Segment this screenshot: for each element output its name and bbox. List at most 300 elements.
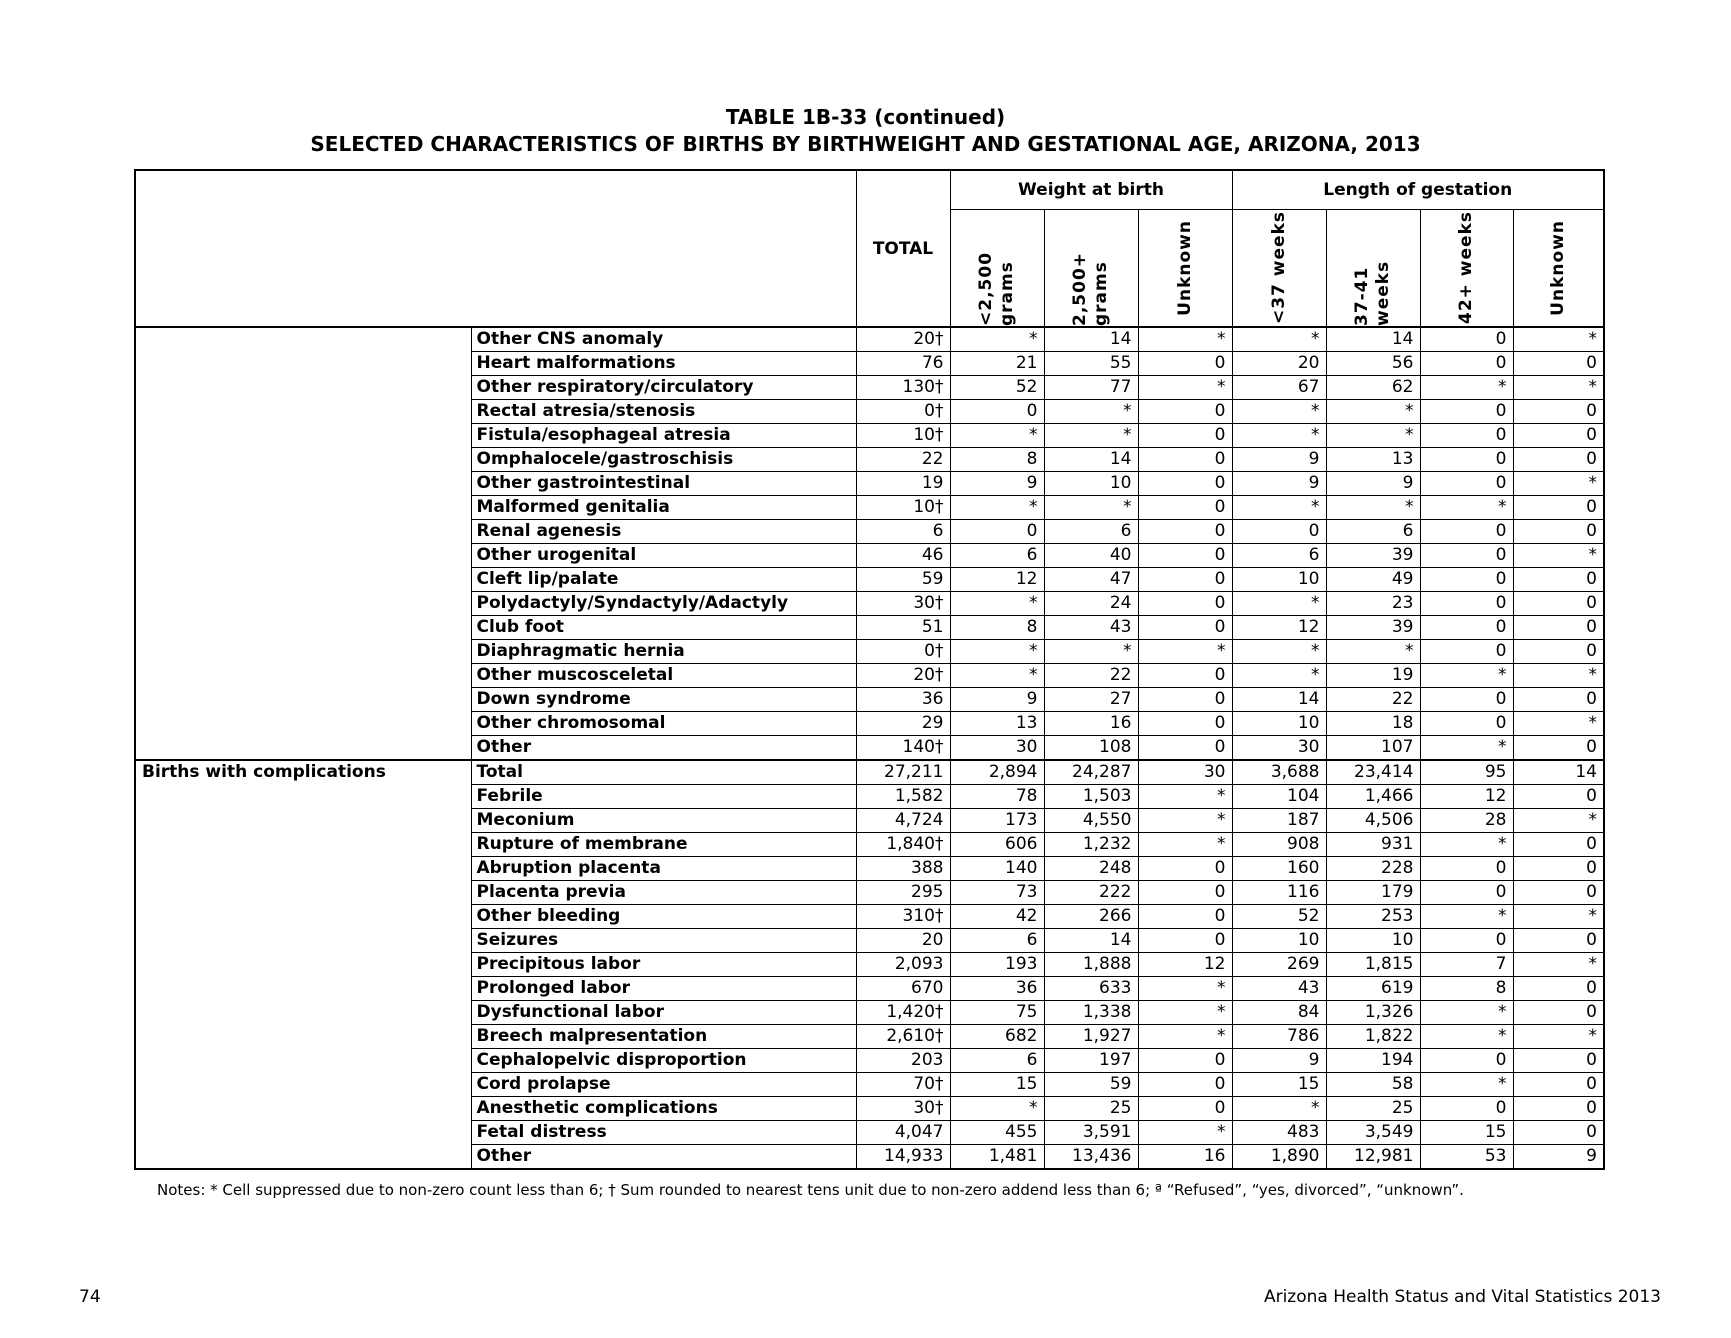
row-label: Cleft lip/palate xyxy=(471,568,856,592)
row-label: Other xyxy=(471,736,856,761)
cell-value: 0 xyxy=(1138,881,1232,905)
cell-value: 0 xyxy=(1138,568,1232,592)
cell-value: 6 xyxy=(856,520,950,544)
cell-value: 0 xyxy=(1513,785,1604,809)
row-label: Down syndrome xyxy=(471,688,856,712)
cell-value: 8 xyxy=(950,616,1044,640)
cell-value: * xyxy=(1513,809,1604,833)
section-blank xyxy=(135,327,471,760)
row-label: Other urogenital xyxy=(471,544,856,568)
cell-value: 786 xyxy=(1232,1025,1326,1049)
cell-value: * xyxy=(1326,640,1420,664)
cell-value: 0 xyxy=(1513,448,1604,472)
row-label: Other bleeding xyxy=(471,905,856,929)
cell-value: 455 xyxy=(950,1121,1044,1145)
header-weight-group: Weight at birth xyxy=(950,170,1232,210)
cell-value: 30 xyxy=(950,736,1044,761)
cell-value: * xyxy=(950,1097,1044,1121)
cell-value: 12 xyxy=(1138,953,1232,977)
cell-value: 29 xyxy=(856,712,950,736)
cell-value: 15 xyxy=(1232,1073,1326,1097)
header-total: TOTAL xyxy=(856,170,950,327)
cell-value: 310† xyxy=(856,905,950,929)
cell-value: 46 xyxy=(856,544,950,568)
row-label: Precipitous labor xyxy=(471,953,856,977)
cell-value: * xyxy=(1420,736,1513,761)
table-subtitle: SELECTED CHARACTERISTICS OF BIRTHS BY BIRTHWEIGHT AND GESTATIONAL AGE, ARIZONA, 2013 xyxy=(310,132,1421,156)
cell-value: 6 xyxy=(1044,520,1138,544)
row-label: Omphalocele/gastroschisis xyxy=(471,448,856,472)
cell-value: * xyxy=(1232,327,1326,352)
cell-value: 16 xyxy=(1044,712,1138,736)
header-gestation-unknown: Unknown xyxy=(1513,210,1604,328)
cell-value: 12 xyxy=(950,568,1044,592)
cell-value: * xyxy=(1044,640,1138,664)
row-label: Polydactyly/Syndactyly/Adactyly xyxy=(471,592,856,616)
row-label: Other gastrointestinal xyxy=(471,472,856,496)
cell-value: 1,815 xyxy=(1326,953,1420,977)
row-label: Cord prolapse xyxy=(471,1073,856,1097)
cell-value: 203 xyxy=(856,1049,950,1073)
cell-value: 0 xyxy=(1513,736,1604,761)
cell-value: 0 xyxy=(1420,881,1513,905)
table-title: TABLE 1B-33 (continued) xyxy=(725,105,1006,129)
cell-value: * xyxy=(1232,424,1326,448)
cell-value: 20† xyxy=(856,664,950,688)
cell-value: 104 xyxy=(1232,785,1326,809)
cell-value: 269 xyxy=(1232,953,1326,977)
cell-value: 0† xyxy=(856,640,950,664)
cell-value: 0 xyxy=(1420,640,1513,664)
cell-value: * xyxy=(1044,400,1138,424)
row-label: Meconium xyxy=(471,809,856,833)
cell-value: 0 xyxy=(1513,1121,1604,1145)
cell-value: 51 xyxy=(856,616,950,640)
births-table xyxy=(134,169,1605,1170)
cell-value: 0 xyxy=(1513,881,1604,905)
header-gestation-37-41: 37-41 weeks xyxy=(1326,210,1420,328)
cell-value: 3,549 xyxy=(1326,1121,1420,1145)
row-label: Rupture of membrane xyxy=(471,833,856,857)
cell-value: * xyxy=(1138,1121,1232,1145)
row-label: Total xyxy=(471,760,856,785)
cell-value: * xyxy=(1326,496,1420,520)
cell-value: 18 xyxy=(1326,712,1420,736)
cell-value: 22 xyxy=(1326,688,1420,712)
cell-value: 0 xyxy=(1138,905,1232,929)
cell-value: * xyxy=(1513,327,1604,352)
cell-value: 59 xyxy=(856,568,950,592)
cell-value: * xyxy=(1420,1001,1513,1025)
cell-value: * xyxy=(950,496,1044,520)
cell-value: * xyxy=(1044,424,1138,448)
cell-value: 52 xyxy=(950,376,1044,400)
table-row xyxy=(135,760,1604,785)
cell-value: 21 xyxy=(950,352,1044,376)
cell-value: 12,981 xyxy=(1326,1145,1420,1170)
cell-value: 43 xyxy=(1044,616,1138,640)
cell-value: 24 xyxy=(1044,592,1138,616)
cell-value: 12 xyxy=(1420,785,1513,809)
cell-value: 0 xyxy=(1513,520,1604,544)
cell-value: 9 xyxy=(950,688,1044,712)
cell-value: * xyxy=(1420,496,1513,520)
cell-value: 187 xyxy=(1232,809,1326,833)
cell-value: 6 xyxy=(950,929,1044,953)
cell-value: 6 xyxy=(1326,520,1420,544)
cell-value: 0 xyxy=(1138,544,1232,568)
cell-value: 0 xyxy=(1513,616,1604,640)
cell-value: 14 xyxy=(1232,688,1326,712)
row-label: Diaphragmatic hernia xyxy=(471,640,856,664)
cell-value: 633 xyxy=(1044,977,1138,1001)
row-label: Placenta previa xyxy=(471,881,856,905)
cell-value: 9 xyxy=(1232,1049,1326,1073)
table-notes: Notes: * Cell suppressed due to non-zero count less than 6; † Sum rounded to nearest tens unit due to non-zero addend less than 6; ª “Refused”, “yes, divorced”, “unknown”. xyxy=(157,1181,1464,1199)
cell-value: 76 xyxy=(856,352,950,376)
cell-value: 0 xyxy=(1232,520,1326,544)
cell-value: * xyxy=(1138,977,1232,1001)
cell-value: 0 xyxy=(1138,688,1232,712)
cell-value: 14,933 xyxy=(856,1145,950,1170)
row-label: Other xyxy=(471,1145,856,1170)
cell-value: 43 xyxy=(1232,977,1326,1001)
cell-value: 67 xyxy=(1232,376,1326,400)
cell-value: 228 xyxy=(1326,857,1420,881)
cell-value: 53 xyxy=(1420,1145,1513,1170)
cell-value: * xyxy=(950,424,1044,448)
section-label-complications: Births with complications xyxy=(135,760,471,1169)
cell-value: 56 xyxy=(1326,352,1420,376)
cell-value: 10† xyxy=(856,424,950,448)
cell-value: 197 xyxy=(1044,1049,1138,1073)
cell-value: 19 xyxy=(856,472,950,496)
cell-value: 0 xyxy=(1420,568,1513,592)
cell-value: 70† xyxy=(856,1073,950,1097)
header-gestation-under-37: <37 weeks xyxy=(1232,210,1326,328)
row-label: Cephalopelvic disproportion xyxy=(471,1049,856,1073)
cell-value: 4,550 xyxy=(1044,809,1138,833)
cell-value: 0 xyxy=(1138,1097,1232,1121)
cell-value: 0 xyxy=(1138,1073,1232,1097)
cell-value: 0† xyxy=(856,400,950,424)
row-label: Fistula/esophageal atresia xyxy=(471,424,856,448)
cell-value: 8 xyxy=(1420,977,1513,1001)
cell-value: 140 xyxy=(950,857,1044,881)
row-label: Malformed genitalia xyxy=(471,496,856,520)
row-label: Prolonged labor xyxy=(471,977,856,1001)
cell-value: * xyxy=(1138,1001,1232,1025)
page-number: 74 xyxy=(79,1287,101,1307)
cell-value: 75 xyxy=(950,1001,1044,1025)
cell-value: 483 xyxy=(1232,1121,1326,1145)
cell-value: * xyxy=(1138,1025,1232,1049)
cell-value: * xyxy=(1513,472,1604,496)
cell-value: * xyxy=(1232,496,1326,520)
cell-value: 0 xyxy=(1420,448,1513,472)
row-label: Febrile xyxy=(471,785,856,809)
cell-value: 36 xyxy=(950,977,1044,1001)
row-label: Anesthetic complications xyxy=(471,1097,856,1121)
cell-value: 0 xyxy=(1138,400,1232,424)
cell-value: 0 xyxy=(1513,1049,1604,1073)
cell-value: 10 xyxy=(1326,929,1420,953)
row-label: Other respiratory/circulatory xyxy=(471,376,856,400)
row-label: Breech malpresentation xyxy=(471,1025,856,1049)
cell-value: 0 xyxy=(1138,929,1232,953)
cell-value: 253 xyxy=(1326,905,1420,929)
cell-value: 49 xyxy=(1326,568,1420,592)
cell-value: 1,582 xyxy=(856,785,950,809)
cell-value: * xyxy=(1044,496,1138,520)
cell-value: 3,591 xyxy=(1044,1121,1138,1145)
cell-value: * xyxy=(1513,664,1604,688)
cell-value: 13 xyxy=(1326,448,1420,472)
cell-value: 1,890 xyxy=(1232,1145,1326,1170)
cell-value: 78 xyxy=(950,785,1044,809)
cell-value: 194 xyxy=(1326,1049,1420,1073)
cell-value: 20 xyxy=(856,929,950,953)
header-gestation-group: Length of gestation xyxy=(1232,170,1604,210)
row-label: Heart malformations xyxy=(471,352,856,376)
cell-value: 27,211 xyxy=(856,760,950,785)
cell-value: 14 xyxy=(1044,327,1138,352)
cell-value: 16 xyxy=(1138,1145,1232,1170)
cell-value: 28 xyxy=(1420,809,1513,833)
cell-value: 179 xyxy=(1326,881,1420,905)
cell-value: 0 xyxy=(1420,1097,1513,1121)
row-label: Abruption placenta xyxy=(471,857,856,881)
cell-value: 42 xyxy=(950,905,1044,929)
cell-value: 4,724 xyxy=(856,809,950,833)
cell-value: 0 xyxy=(1420,616,1513,640)
cell-value: 0 xyxy=(1513,929,1604,953)
cell-value: 1,481 xyxy=(950,1145,1044,1170)
cell-value: 15 xyxy=(1420,1121,1513,1145)
row-label: Rectal atresia/stenosis xyxy=(471,400,856,424)
cell-value: 12 xyxy=(1232,616,1326,640)
cell-value: * xyxy=(1513,905,1604,929)
cell-value: * xyxy=(1513,376,1604,400)
cell-value: 6 xyxy=(950,544,1044,568)
cell-value: 3,688 xyxy=(1232,760,1326,785)
cell-value: 160 xyxy=(1232,857,1326,881)
cell-value: 84 xyxy=(1232,1001,1326,1025)
cell-value: * xyxy=(1513,1025,1604,1049)
cell-value: 0 xyxy=(1138,616,1232,640)
cell-value: 30† xyxy=(856,592,950,616)
cell-value: 0 xyxy=(1138,496,1232,520)
cell-value: 14 xyxy=(1044,929,1138,953)
cell-value: 0 xyxy=(1513,352,1604,376)
cell-value: 116 xyxy=(1232,881,1326,905)
cell-value: 130† xyxy=(856,376,950,400)
header-weight-unknown: Unknown xyxy=(1138,210,1232,328)
cell-value: * xyxy=(1232,400,1326,424)
cell-value: * xyxy=(950,640,1044,664)
cell-value: 77 xyxy=(1044,376,1138,400)
header-weight-under-2500: <2,500 grams xyxy=(950,210,1044,328)
cell-value: 0 xyxy=(1138,472,1232,496)
cell-value: 193 xyxy=(950,953,1044,977)
cell-value: 9 xyxy=(1513,1145,1604,1170)
cell-value: * xyxy=(1232,640,1326,664)
cell-value: 0 xyxy=(1420,857,1513,881)
cell-value: 0 xyxy=(1420,1049,1513,1073)
cell-value: 19 xyxy=(1326,664,1420,688)
cell-value: 1,420† xyxy=(856,1001,950,1025)
cell-value: 0 xyxy=(1420,520,1513,544)
cell-value: 606 xyxy=(950,833,1044,857)
cell-value: * xyxy=(1420,1073,1513,1097)
cell-value: 10 xyxy=(1232,712,1326,736)
cell-value: 24,287 xyxy=(1044,760,1138,785)
cell-value: * xyxy=(1420,905,1513,929)
row-label: Other muscosceletal xyxy=(471,664,856,688)
row-label: Club foot xyxy=(471,616,856,640)
cell-value: 0 xyxy=(1138,448,1232,472)
cell-value: * xyxy=(1326,400,1420,424)
cell-value: 0 xyxy=(1138,712,1232,736)
cell-value: 23,414 xyxy=(1326,760,1420,785)
cell-value: * xyxy=(1420,833,1513,857)
cell-value: 2,093 xyxy=(856,953,950,977)
cell-value: 0 xyxy=(1138,857,1232,881)
row-label: Other CNS anomaly xyxy=(471,327,856,352)
row-label: Dysfunctional labor xyxy=(471,1001,856,1025)
cell-value: 7 xyxy=(1420,953,1513,977)
cell-value: 107 xyxy=(1326,736,1420,761)
header-blank xyxy=(135,170,856,327)
cell-value: 0 xyxy=(1420,592,1513,616)
cell-value: 4,047 xyxy=(856,1121,950,1145)
cell-value: 10† xyxy=(856,496,950,520)
cell-value: 0 xyxy=(1513,857,1604,881)
cell-value: 22 xyxy=(1044,664,1138,688)
cell-value: 0 xyxy=(1513,977,1604,1001)
cell-value: 9 xyxy=(1326,472,1420,496)
cell-value: 0 xyxy=(1513,688,1604,712)
cell-value: 0 xyxy=(1138,1049,1232,1073)
cell-value: 2,610† xyxy=(856,1025,950,1049)
cell-value: 6 xyxy=(1232,544,1326,568)
cell-value: 15 xyxy=(950,1073,1044,1097)
cell-value: * xyxy=(1138,376,1232,400)
cell-value: 30† xyxy=(856,1097,950,1121)
cell-value: * xyxy=(1420,1025,1513,1049)
cell-value: * xyxy=(1138,809,1232,833)
cell-value: 1,326 xyxy=(1326,1001,1420,1025)
cell-value: 58 xyxy=(1326,1073,1420,1097)
cell-value: 173 xyxy=(950,809,1044,833)
cell-value: 0 xyxy=(1138,592,1232,616)
row-label: Seizures xyxy=(471,929,856,953)
row-label: Fetal distress xyxy=(471,1121,856,1145)
cell-value: 30 xyxy=(1138,760,1232,785)
cell-value: 0 xyxy=(950,400,1044,424)
cell-value: 248 xyxy=(1044,857,1138,881)
cell-value: 1,338 xyxy=(1044,1001,1138,1025)
cell-value: 0 xyxy=(1420,712,1513,736)
cell-value: 30 xyxy=(1232,736,1326,761)
cell-value: 0 xyxy=(1138,664,1232,688)
cell-value: 0 xyxy=(1513,568,1604,592)
cell-value: 2,894 xyxy=(950,760,1044,785)
cell-value: 388 xyxy=(856,857,950,881)
cell-value: 140† xyxy=(856,736,950,761)
cell-value: 20 xyxy=(1232,352,1326,376)
cell-value: 0 xyxy=(1138,736,1232,761)
cell-value: 931 xyxy=(1326,833,1420,857)
row-label: Other chromosomal xyxy=(471,712,856,736)
cell-value: 10 xyxy=(1232,568,1326,592)
cell-value: 0 xyxy=(1420,352,1513,376)
cell-value: 47 xyxy=(1044,568,1138,592)
cell-value: 0 xyxy=(1420,400,1513,424)
cell-value: 0 xyxy=(1420,327,1513,352)
cell-value: 1,888 xyxy=(1044,953,1138,977)
cell-value: * xyxy=(1420,664,1513,688)
cell-value: 27 xyxy=(1044,688,1138,712)
cell-value: 1,466 xyxy=(1326,785,1420,809)
table-row xyxy=(135,327,1604,352)
row-label: Renal agenesis xyxy=(471,520,856,544)
cell-value: 55 xyxy=(1044,352,1138,376)
cell-value: 0 xyxy=(950,520,1044,544)
cell-value: * xyxy=(1138,833,1232,857)
cell-value: 4,506 xyxy=(1326,809,1420,833)
cell-value: 73 xyxy=(950,881,1044,905)
cell-value: 95 xyxy=(1420,760,1513,785)
cell-value: 25 xyxy=(1044,1097,1138,1121)
cell-value: 14 xyxy=(1513,760,1604,785)
cell-value: * xyxy=(1513,712,1604,736)
cell-value: 0 xyxy=(1513,400,1604,424)
cell-value: 0 xyxy=(1138,520,1232,544)
cell-value: 0 xyxy=(1513,1097,1604,1121)
cell-value: 14 xyxy=(1326,327,1420,352)
cell-value: 39 xyxy=(1326,544,1420,568)
cell-value: * xyxy=(1326,424,1420,448)
cell-value: 0 xyxy=(1513,1073,1604,1097)
cell-value: 1,822 xyxy=(1326,1025,1420,1049)
cell-value: 1,503 xyxy=(1044,785,1138,809)
cell-value: 0 xyxy=(1513,640,1604,664)
publication-title: Arizona Health Status and Vital Statistics 2013 xyxy=(1263,1287,1661,1307)
cell-value: * xyxy=(1420,376,1513,400)
cell-value: 0 xyxy=(1513,833,1604,857)
cell-value: 1,927 xyxy=(1044,1025,1138,1049)
cell-value: * xyxy=(1138,785,1232,809)
cell-value: 13,436 xyxy=(1044,1145,1138,1170)
header-weight-2500-plus: 2,500+ grams xyxy=(1044,210,1138,328)
cell-value: 0 xyxy=(1513,496,1604,520)
cell-value: 1,840† xyxy=(856,833,950,857)
cell-value: * xyxy=(1138,640,1232,664)
cell-value: 8 xyxy=(950,448,1044,472)
header-gestation-42-plus: 42+ weeks xyxy=(1420,210,1513,328)
cell-value: 13 xyxy=(950,712,1044,736)
cell-value: 0 xyxy=(1138,424,1232,448)
cell-value: 25 xyxy=(1326,1097,1420,1121)
cell-value: * xyxy=(1138,327,1232,352)
cell-value: * xyxy=(1513,544,1604,568)
cell-value: 6 xyxy=(950,1049,1044,1073)
cell-value: 108 xyxy=(1044,736,1138,761)
cell-value: 40 xyxy=(1044,544,1138,568)
cell-value: 22 xyxy=(856,448,950,472)
cell-value: * xyxy=(950,327,1044,352)
